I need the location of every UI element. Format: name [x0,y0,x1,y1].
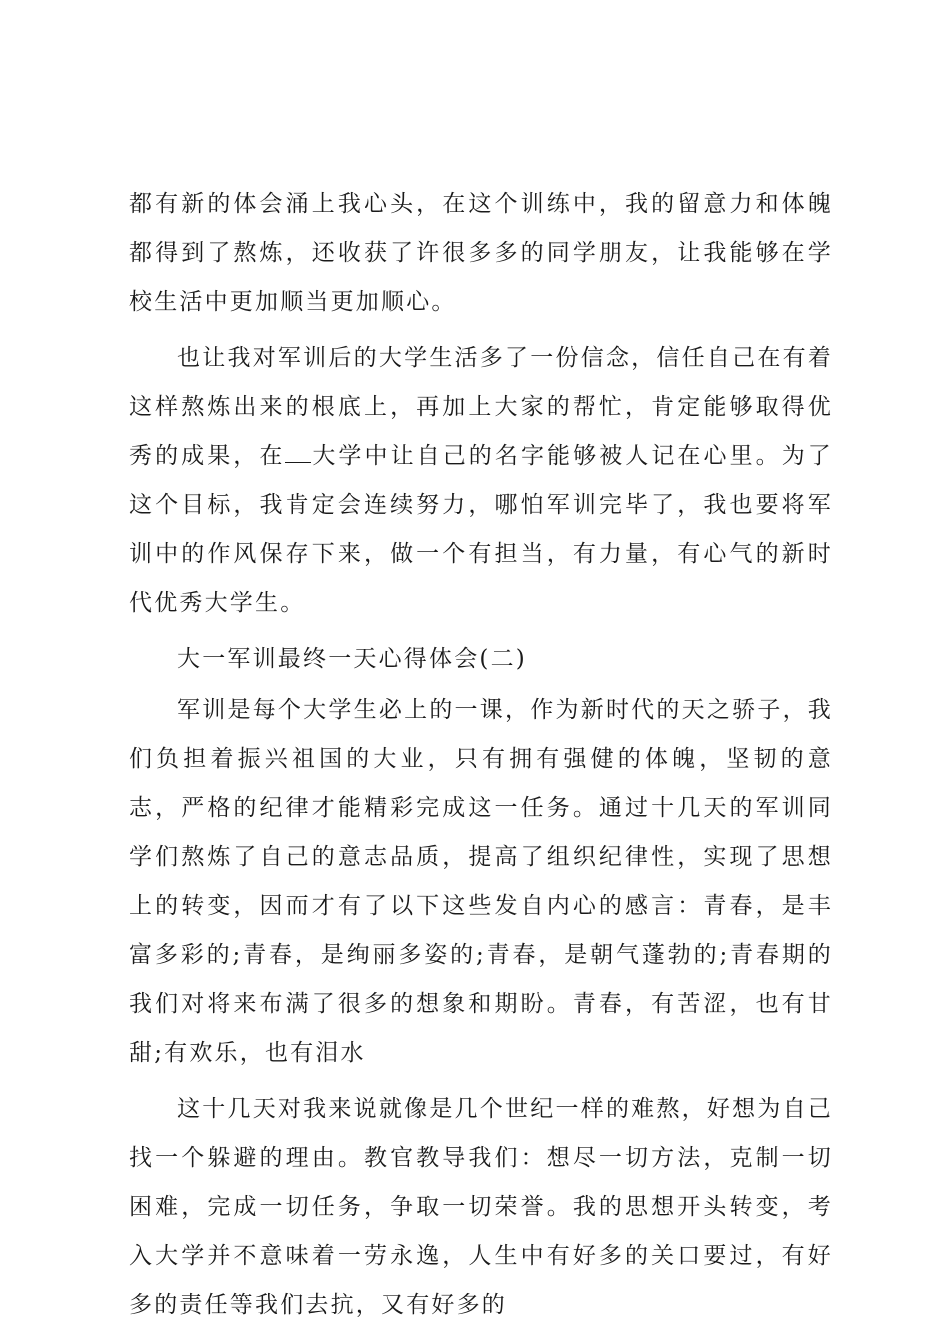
section-heading: 大一军训最终一天心得体会(二) [177,646,527,672]
paragraph-continued: 都有新的体会涌上我心头，在这个训练中，我的留意力和体魄都得到了熬炼，还收获了许很多多的同学朋友，让我能够在学校生活中更加顺当更加顺心。 [129,191,833,315]
paragraph-belief-part2: 大学中让自己的名字能够被人记在心里。为了这个目标，我肯定会连续努力，哪怕军训完毕了，我也要将军训中的作风保存下来，做一个有担当，有力量，有心气的新时代优秀大学生。 [129,443,834,616]
fill-in-blank [285,461,311,463]
document-body [129,180,833,1337]
paragraph-hard-days: 这十几天对我来说就像是几个世纪一样的难熬，好想为自己找一个躲避的理由。教官教导我们：想尽一切方法，克制一切困难，完成一切任务，争取一切荣誉。我的思想开头转变，考入大学并不意味着一劳永逸，人生中有好多的关口要过，有好多的责任等我们去抗，又有好多的 [129,1096,833,1318]
paragraph-belief-part1: 也让我对军训后的大学生活多了一份信念，信任自己在有着这样熬炼出来的根底上，再加上大家的帮忙，肯定能够取得优秀的成果，在 [129,345,833,469]
paragraph-military-training: 军训是每个大学生必上的一课，作为新时代的天之骄子，我们负担着振兴祖国的大业，只有拥有强健的体魄，坚韧的意志，严格的纪律才能精彩完成这一任务。通过十几天的军训同学们熬炼了自己的意志品质，提高了组织纪律性，实现了思想上的转变，因而才有了以下这些发自内心的感言：青春，是丰富多彩的;青春，是绚丽多姿的;青春，是朝气蓬勃的;青春期的我们对将来布满了很多的想象和期盼。青春，有苦涩，也有甘甜;有欢乐，也有泪水 [129,697,833,1066]
paragraph-belief [129,334,833,628]
